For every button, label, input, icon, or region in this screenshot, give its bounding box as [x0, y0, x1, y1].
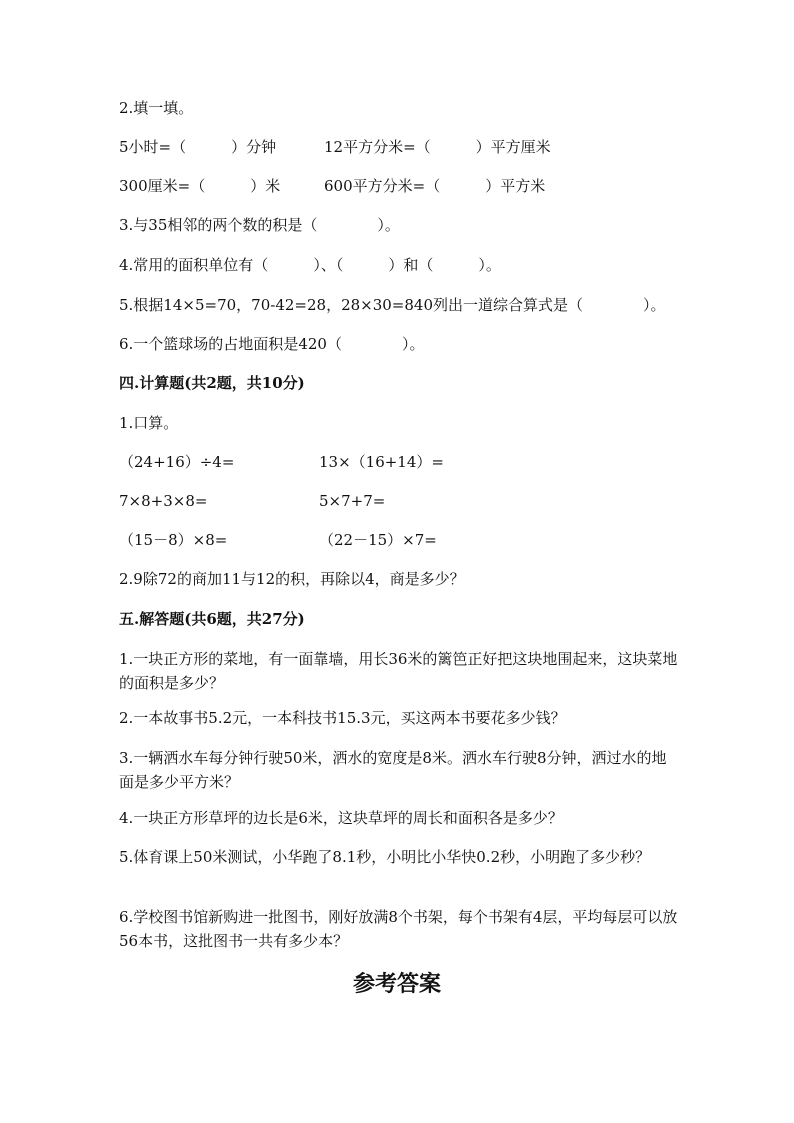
section-5-q1: 1.一块正方形的菜地，有一面靠墙，用长36米的篱笆正好把这块地围起来，这块菜地的面积是多少？ — [119, 650, 678, 692]
section-4-heading: 四.计算题(共2题，共10分) — [119, 374, 305, 392]
section-5-q2: 2.一本故事书5.2元，一本科技书15.3元，买这两本书要花多少钱？ — [119, 709, 566, 727]
calc-row2-right: 5×7+7= — [319, 492, 386, 510]
question-3: 3.与35相邻的两个数的积是（ ）。 — [119, 216, 400, 234]
section-5-q6: 6.学校图书馆新购进一批图书，刚好放满8个书架，每个书架有4层，平均每层可以放56本书，这批图书一共有多少本？ — [119, 908, 678, 950]
calc-row2-left: 7×8+3×8= — [119, 492, 208, 510]
fill-row1-left: 5小时=（ ）分钟 — [119, 138, 277, 156]
fill-title: 2.填一填。 — [119, 99, 194, 117]
section-5-q3: 3.一辆洒水车每分钟行驶50米，洒水的宽度是8米。洒水车行驶8分钟，洒过水的地面是多少平方米？ — [119, 749, 667, 791]
calc-row1-right: 13×（16+14）= — [319, 453, 444, 471]
section-5-q5: 5.体育课上50米测试，小华跑了8.1秒，小明比小华快0.2秒，小明跑了多少秒？ — [119, 848, 651, 866]
question-4: 4.常用的面积单位有（ ）、（ ）和（ ）。 — [119, 256, 501, 274]
fill-row2-right: 600平方分米=（ ）平方米 — [324, 177, 546, 195]
calc-row3-left: （15－8）×8= — [119, 531, 228, 549]
answer-title: 参考答案 — [352, 971, 441, 997]
section-4-q1-title: 1.口算。 — [119, 414, 179, 432]
fill-row1-right: 12平方分米=（ ）平方厘米 — [324, 138, 551, 156]
section-5-q4: 4.一块正方形草坪的边长是6米，这块草坪的周长和面积各是多少？ — [119, 809, 563, 827]
section-5-heading: 五.解答题(共6题，共27分) — [119, 610, 305, 628]
question-5: 5.根据14×5=70，70-42=28，28×30=840列出一道综合算式是（ ）。 — [119, 296, 666, 314]
calc-row3-right: （22－15）×7= — [319, 531, 437, 549]
section-4-q2: 2.9除72的商加11与12的积，再除以4，商是多少？ — [119, 570, 465, 588]
fill-row2-left: 300厘米=（ ）米 — [119, 177, 281, 195]
question-6: 6.一个篮球场的占地面积是420（ ）。 — [119, 335, 425, 353]
calc-row1-left: （24+16）÷4= — [119, 453, 235, 471]
